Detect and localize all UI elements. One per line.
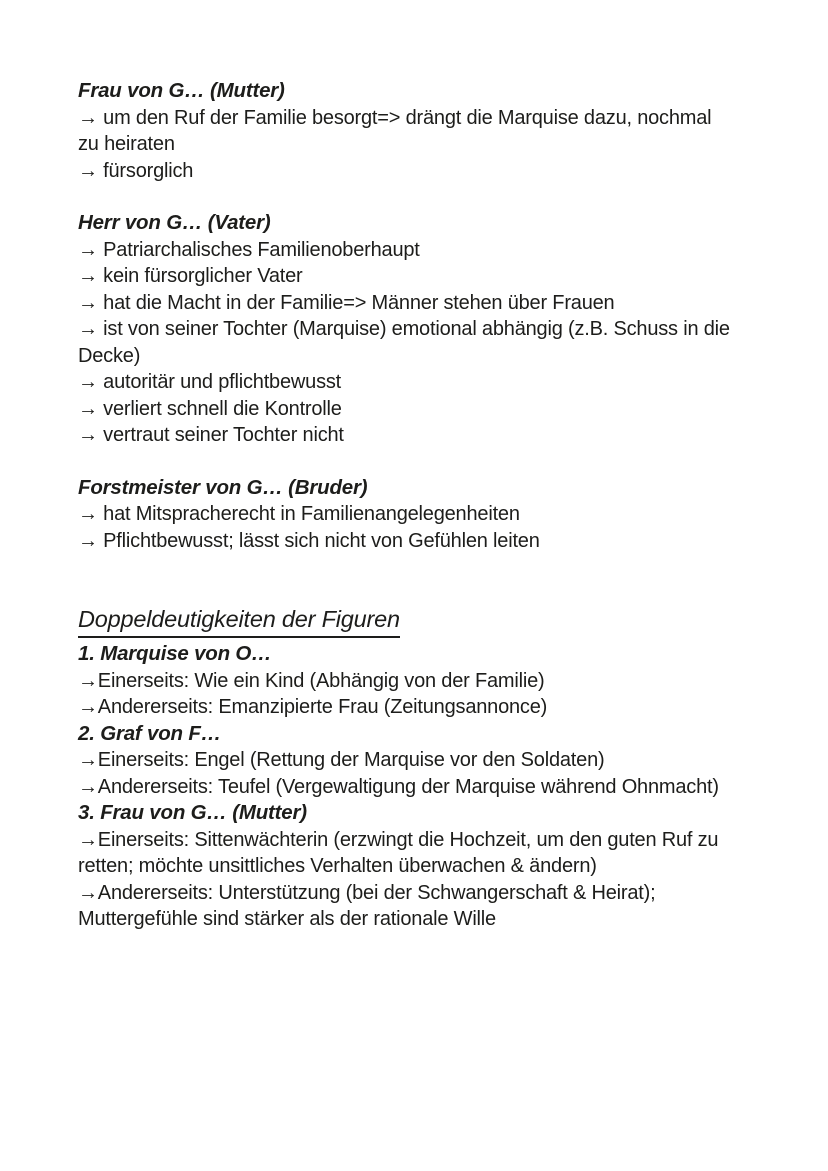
note-line: →Andererseits: Teufel (Vergewaltigung der Marquise während Ohnmacht): [78, 775, 719, 798]
note-line: → hat die Macht in der Familie=> Männer stehen über Frauen: [78, 291, 615, 314]
note-line: →Einerseits: Wie ein Kind (Abhängig von der Familie): [78, 669, 545, 692]
note-line: → Patriarchalisches Familienoberhaupt: [78, 238, 420, 261]
note-line: zu heiraten: [78, 133, 175, 155]
note-line: → hat Mitspracherecht in Familienangelegenheiten: [78, 503, 520, 525]
doppel-entry-marquise: [78, 641, 778, 721]
note-line: →Andererseits: Unterstützung (bei der Schwangerschaft & Heirat);: [78, 881, 656, 904]
character-section-forstmeister-von-g: [78, 475, 778, 555]
character-section-frau-von-g: [78, 78, 778, 184]
section-heading: Frau von G… (Mutter): [78, 79, 285, 102]
note-line: → um den Ruf der Familie besorgt=> drängt die Marquise dazu, nochmal: [78, 106, 712, 129]
note-line: → fürsorglich: [78, 159, 194, 182]
note-line: → autoritär und pflichtbewusst: [78, 371, 342, 393]
section-heading: Forstmeister von G… (Bruder): [78, 475, 368, 499]
note-line: Muttergefühle sind stärker als der rationale Wille: [78, 908, 496, 930]
note-line: →Einerseits: Engel (Rettung der Marquise vor den Soldaten): [78, 749, 605, 771]
note-line: → vertraut seiner Tochter nicht: [78, 424, 344, 446]
note-line: → kein fürsorglicher Vater: [78, 265, 303, 287]
doppeldeutigkeiten-title: Doppeldeutigkeiten der Figuren: [78, 604, 400, 638]
note-line: Decke): [78, 344, 141, 367]
note-line: retten; möchte unsittliches Verhalten überwachen & ändern): [78, 855, 597, 877]
section-heading: Herr von G… (Vater): [78, 211, 271, 234]
note-line: →Andererseits: Emanzipierte Frau (Zeitungsannonce): [78, 696, 548, 718]
note-line: → verliert schnell die Kontrolle: [78, 397, 342, 420]
note-line: → ist von seiner Tochter (Marquise) emotional abhängig (z.B. Schuss in die: [78, 318, 730, 340]
note-line: →Einerseits: Sittenwächterin (erzwingt die Hochzeit, um den guten Ruf zu: [78, 828, 719, 851]
entry-heading: 1. Marquise von O…: [78, 642, 272, 665]
doppeldeutigkeiten-title-row: [78, 604, 778, 638]
entry-heading: 3. Frau von G… (Mutter): [78, 801, 307, 824]
doppel-entry-frau-von-g: [78, 800, 778, 933]
character-section-herr-von-g: [78, 210, 778, 449]
note-line: → Pflichtbewusst; lässt sich nicht von Gefühlen leiten: [78, 529, 540, 552]
doppel-entry-graf: [78, 721, 778, 801]
doppeldeutigkeiten-section: [78, 604, 778, 933]
entry-heading: 2. Graf von F…: [78, 721, 222, 745]
page-content: [78, 78, 778, 933]
